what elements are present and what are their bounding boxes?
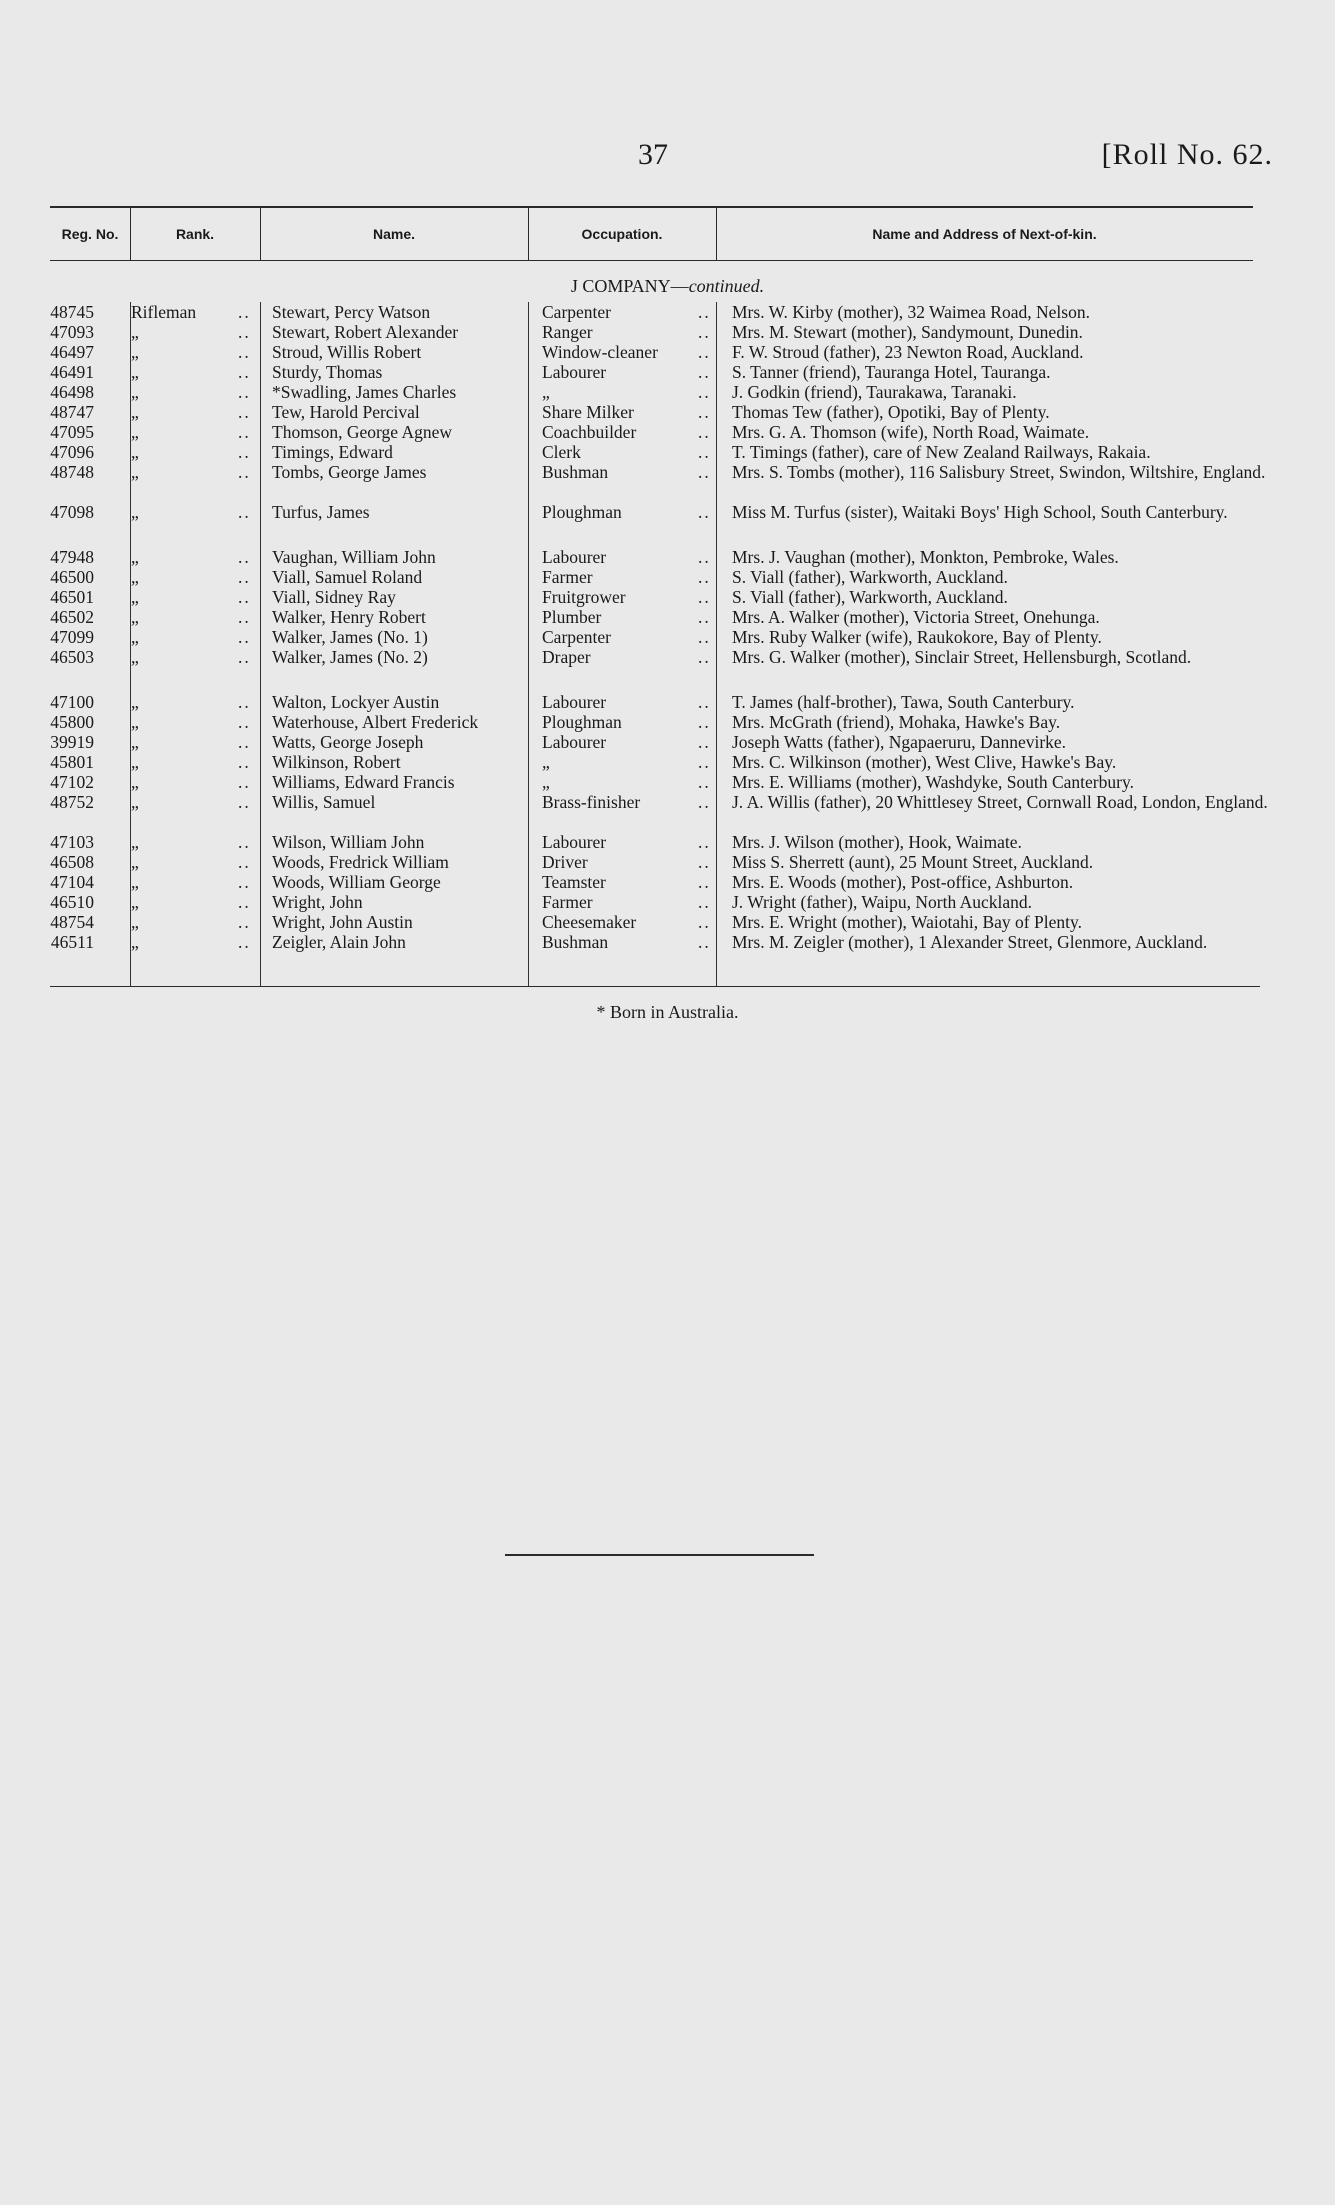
name-cell: Wilkinson, Robert — [272, 752, 401, 772]
name-cell: Viall, Samuel Roland — [272, 567, 423, 587]
table-row — [50, 892, 1260, 913]
name-cell: Watts, George Joseph — [272, 732, 424, 752]
reg-no-cell: 47948 — [50, 547, 94, 567]
table-header — [50, 206, 1253, 261]
rank-leader-dots: .. — [238, 362, 251, 382]
name-cell: Stewart, Robert Alexander — [272, 322, 459, 342]
rank-cell: „ — [131, 792, 139, 812]
rank-cell: „ — [131, 567, 139, 587]
header-occupation: Occupation. — [581, 226, 663, 242]
rank-cell: „ — [131, 752, 139, 772]
occupation-cell: Bushman — [542, 462, 609, 482]
reg-no-cell: 46503 — [50, 647, 94, 667]
occupation-cell: Window-cleaner — [542, 342, 658, 362]
rank-leader-dots: .. — [238, 442, 251, 462]
table-row — [50, 852, 1260, 873]
rank-cell: „ — [131, 607, 139, 627]
reg-no-cell: 47093 — [50, 322, 94, 342]
rank-cell: „ — [131, 732, 139, 752]
rank-cell: „ — [131, 932, 139, 952]
rank-leader-dots: .. — [238, 342, 251, 362]
occupation-leader-dots: .. — [698, 362, 711, 382]
name-cell: Tew, Harold Percival — [272, 402, 420, 422]
rank-leader-dots: .. — [238, 322, 251, 342]
name-cell: Wright, John Austin — [272, 912, 413, 932]
reg-no-cell: 39919 — [50, 732, 94, 752]
rank-cell: „ — [131, 647, 139, 667]
table-row — [50, 587, 1260, 608]
reg-no-cell: 46511 — [50, 932, 94, 952]
name-cell: Zeigler, Alain John — [272, 932, 406, 952]
occupation-cell: Plumber — [542, 607, 602, 627]
next-of-kin-cell: Mrs. G. Walker (mother), Sinclair Street, Hellensburgh, Scotland. — [732, 647, 1192, 667]
rank-cell: „ — [131, 462, 139, 482]
occupation-cell: Labourer — [542, 732, 607, 752]
name-cell: Walker, James (No. 2) — [272, 647, 428, 667]
next-of-kin-cell: Mrs. J. Wilson (mother), Hook, Waimate. — [732, 832, 1022, 852]
reg-no-cell: 47099 — [50, 627, 94, 647]
occupation-leader-dots: .. — [698, 502, 711, 522]
occupation-leader-dots: .. — [698, 732, 711, 752]
occupation-leader-dots: .. — [698, 587, 711, 607]
occupation-leader-dots: .. — [698, 872, 711, 892]
occupation-leader-dots: .. — [698, 302, 711, 322]
occupation-cell: Farmer — [542, 567, 593, 587]
table-row — [50, 502, 1260, 543]
roll-label: [Roll No. 62. — [1101, 138, 1273, 171]
occupation-leader-dots: .. — [698, 692, 711, 712]
next-of-kin-cell: T. James (half-brother), Tawa, South Canterbury. — [732, 692, 1075, 712]
next-of-kin-cell: Mrs. W. Kirby (mother), 32 Waimea Road, Nelson. — [732, 302, 1090, 322]
rank-leader-dots: .. — [238, 792, 251, 812]
rank-leader-dots: .. — [238, 462, 251, 482]
rank-leader-dots: .. — [238, 932, 251, 952]
name-cell: Walton, Lockyer Austin — [272, 692, 440, 712]
rank-leader-dots: .. — [238, 607, 251, 627]
rank-cell: „ — [131, 402, 139, 422]
next-of-kin-cell: Mrs. M. Stewart (mother), Sandymount, Dunedin. — [732, 322, 1083, 342]
occupation-leader-dots: .. — [698, 567, 711, 587]
reg-no-cell: 47103 — [50, 832, 94, 852]
rank-cell: „ — [131, 712, 139, 732]
next-of-kin-cell: Mrs. S. Tombs (mother), 116 Salisbury Street, Swindon, Wiltshire, England. — [732, 462, 1266, 482]
reg-no-cell: 45800 — [50, 712, 94, 732]
name-cell: Viall, Sidney Ray — [272, 587, 396, 607]
occupation-cell: Bushman — [542, 932, 609, 952]
rank-cell: „ — [131, 872, 139, 892]
name-cell: Sturdy, Thomas — [272, 362, 383, 382]
rank-leader-dots: .. — [238, 872, 251, 892]
name-cell: Williams, Edward Francis — [272, 772, 455, 792]
rank-leader-dots: .. — [238, 912, 251, 932]
name-cell: Vaughan, William John — [272, 547, 436, 567]
reg-no-cell: 47095 — [50, 422, 94, 442]
next-of-kin-cell: Miss S. Sherrett (aunt), 25 Mount Street, Auckland. — [732, 852, 1094, 872]
occupation-leader-dots: .. — [698, 462, 711, 482]
rank-leader-dots: .. — [238, 382, 251, 402]
table-row — [50, 712, 1260, 733]
rank-leader-dots: .. — [238, 852, 251, 872]
company-name: J COMPANY— — [570, 276, 689, 296]
occupation-cell: Carpenter — [542, 627, 611, 647]
occupation-cell: „ — [542, 382, 550, 402]
table-row — [50, 567, 1260, 588]
rank-cell: „ — [131, 832, 139, 852]
table-row — [50, 462, 1266, 503]
rank-cell: „ — [131, 547, 139, 567]
rank-cell: „ — [131, 627, 139, 647]
table-row — [50, 772, 1260, 793]
occupation-leader-dots: .. — [698, 422, 711, 442]
name-cell: Stroud, Willis Robert — [272, 342, 422, 362]
occupation-leader-dots: .. — [698, 772, 711, 792]
occupation-cell: Fruitgrower — [542, 587, 626, 607]
rank-leader-dots: .. — [238, 892, 251, 912]
next-of-kin-cell: Mrs. McGrath (friend), Mohaka, Hawke's Bay. — [732, 712, 1061, 732]
occupation-cell: Carpenter — [542, 302, 611, 322]
name-cell: Turfus, James — [272, 502, 370, 522]
rank-leader-dots: .. — [238, 772, 251, 792]
table-row — [50, 402, 1260, 423]
name-cell: Walker, Henry Robert — [272, 607, 426, 627]
next-of-kin-cell: Mrs. G. A. Thomson (wife), North Road, Waimate. — [732, 422, 1090, 442]
rank-cell: Rifleman — [131, 302, 197, 322]
name-cell: Waterhouse, Albert Frederick — [272, 712, 479, 732]
occupation-leader-dots: .. — [698, 752, 711, 772]
rank-leader-dots: .. — [238, 692, 251, 712]
occupation-leader-dots: .. — [698, 402, 711, 422]
rank-cell: „ — [131, 382, 139, 402]
table-bottom-rule — [50, 986, 1260, 987]
reg-no-cell: 48752 — [50, 792, 94, 812]
rank-leader-dots: .. — [238, 567, 251, 587]
roll-table — [50, 302, 1268, 986]
occupation-leader-dots: .. — [698, 382, 711, 402]
name-cell: Woods, William George — [272, 872, 441, 892]
occupation-cell: Labourer — [542, 832, 607, 852]
rank-leader-dots: .. — [238, 732, 251, 752]
table-row — [50, 382, 1260, 403]
company-continued: continued. — [688, 276, 765, 296]
next-of-kin-cell: S. Viall (father), Warkworth, Auckland. — [732, 567, 1008, 587]
rank-cell: „ — [131, 852, 139, 872]
name-cell: Woods, Fredrick William — [272, 852, 449, 872]
header-rank: Rank. — [175, 226, 215, 242]
occupation-cell: „ — [542, 772, 550, 792]
table-row — [50, 692, 1260, 713]
table-row — [50, 322, 1260, 343]
occupation-cell: Labourer — [542, 547, 607, 567]
next-of-kin-cell: Mrs. Ruby Walker (wife), Raukokore, Bay of Plenty. — [732, 627, 1102, 647]
next-of-kin-cell: J. A. Willis (father), 20 Whittlesey Street, Cornwall Road, London, England. — [732, 792, 1268, 812]
table-row — [50, 342, 1260, 363]
occupation-leader-dots: .. — [698, 932, 711, 952]
occupation-leader-dots: .. — [698, 912, 711, 932]
occupation-cell: Coachbuilder — [542, 422, 637, 442]
name-cell: Wright, John — [272, 892, 363, 912]
reg-no-cell: 48747 — [50, 402, 94, 422]
table-row — [50, 302, 1260, 323]
occupation-cell: Ranger — [542, 322, 593, 342]
table-row — [50, 547, 1260, 568]
occupation-leader-dots: .. — [698, 892, 711, 912]
reg-no-cell: 47096 — [50, 442, 94, 462]
next-of-kin-cell: Mrs. J. Vaughan (mother), Monkton, Pembroke, Wales. — [732, 547, 1119, 567]
next-of-kin-cell: Mrs. E. Woods (mother), Post-office, Ashburton. — [732, 872, 1074, 892]
next-of-kin-cell: T. Timings (father), care of New Zealand Railways, Rakaia. — [732, 442, 1151, 462]
occupation-cell: Ploughman — [542, 712, 622, 732]
occupation-cell: Draper — [542, 647, 591, 667]
table-row — [50, 732, 1260, 753]
table-row — [50, 362, 1260, 383]
end-rule — [505, 1554, 814, 1556]
next-of-kin-cell: Mrs. A. Walker (mother), Victoria Street, Onehunga. — [732, 607, 1100, 627]
rank-cell: „ — [131, 912, 139, 932]
next-of-kin-cell: Mrs. M. Zeigler (mother), 1 Alexander Street, Glenmore, Auckland. — [732, 932, 1208, 952]
reg-no-cell: 45801 — [50, 752, 94, 772]
occupation-leader-dots: .. — [698, 607, 711, 627]
reg-no-cell: 47100 — [50, 692, 94, 712]
name-cell: Thomson, George Agnew — [272, 422, 452, 442]
table-row — [50, 627, 1260, 648]
rank-leader-dots: .. — [238, 587, 251, 607]
occupation-leader-dots: .. — [698, 322, 711, 342]
rank-cell: „ — [131, 772, 139, 792]
next-of-kin-cell: J. Wright (father), Waipu, North Auckland. — [732, 892, 1033, 912]
occupation-leader-dots: .. — [698, 832, 711, 852]
next-of-kin-cell: F. W. Stroud (father), 23 Newton Road, Auckland. — [732, 342, 1084, 362]
rank-cell: „ — [131, 892, 139, 912]
next-of-kin-cell: Miss M. Turfus (sister), Waitaki Boys' High School, South Canterbury. — [732, 502, 1228, 522]
occupation-leader-dots: .. — [698, 792, 711, 812]
reg-no-cell: 47104 — [50, 872, 94, 892]
next-of-kin-cell: Mrs. E. Williams (mother), Washdyke, South Canterbury. — [732, 772, 1134, 792]
occupation-leader-dots: .. — [698, 712, 711, 732]
next-of-kin-cell: Mrs. C. Wilkinson (mother), West Clive, Hawke's Bay. — [732, 752, 1117, 772]
table-row — [50, 607, 1260, 628]
footnote: * Born in Australia. — [596, 1002, 739, 1022]
reg-no-cell: 46500 — [50, 567, 94, 587]
occupation-cell: Cheesemaker — [542, 912, 637, 932]
name-cell: Tombs, George James — [272, 462, 427, 482]
reg-no-cell: 46502 — [50, 607, 94, 627]
rank-cell: „ — [131, 692, 139, 712]
occupation-cell: Farmer — [542, 892, 593, 912]
occupation-cell: Share Milker — [542, 402, 634, 422]
reg-no-cell: 46498 — [50, 382, 94, 402]
rank-leader-dots: .. — [238, 712, 251, 732]
next-of-kin-cell: Joseph Watts (father), Ngapaeruru, Dannevirke. — [732, 732, 1067, 752]
next-of-kin-cell: Thomas Tew (father), Opotiki, Bay of Plenty. — [732, 402, 1050, 422]
rank-leader-dots: .. — [238, 422, 251, 442]
occupation-leader-dots: .. — [698, 627, 711, 647]
reg-no-cell: 46501 — [50, 587, 94, 607]
reg-no-cell: 46508 — [50, 852, 94, 872]
occupation-leader-dots: .. — [698, 852, 711, 872]
rank-cell: „ — [131, 362, 139, 382]
rank-cell: „ — [131, 342, 139, 362]
occupation-leader-dots: .. — [698, 442, 711, 462]
next-of-kin-cell: J. Godkin (friend), Taurakawa, Taranaki. — [732, 382, 1017, 402]
next-of-kin-cell: S. Tanner (friend), Tauranga Hotel, Tauranga. — [732, 362, 1051, 382]
rank-leader-dots: .. — [238, 647, 251, 667]
name-cell: Willis, Samuel — [272, 792, 376, 812]
rank-cell: „ — [131, 442, 139, 462]
next-of-kin-cell: Mrs. E. Wright (mother), Waiotahi, Bay of Plenty. — [732, 912, 1082, 932]
name-cell: Walker, James (No. 1) — [272, 627, 428, 647]
occupation-leader-dots: .. — [698, 647, 711, 667]
page-number: 37 — [638, 138, 668, 171]
rank-cell: „ — [131, 322, 139, 342]
occupation-cell: Teamster — [542, 872, 606, 892]
reg-no-cell: 48754 — [50, 912, 94, 932]
occupation-cell: Ploughman — [542, 502, 622, 522]
name-cell: *Swadling, James Charles — [272, 382, 457, 402]
rank-leader-dots: .. — [238, 302, 251, 322]
table-row — [50, 442, 1260, 463]
occupation-leader-dots: .. — [698, 547, 711, 567]
name-cell: Wilson, William John — [272, 832, 425, 852]
reg-no-cell: 46491 — [50, 362, 94, 382]
company-heading — [0, 276, 1335, 297]
occupation-cell: Clerk — [542, 442, 581, 462]
reg-no-cell: 47098 — [50, 502, 94, 522]
occupation-cell: Labourer — [542, 692, 607, 712]
name-cell: Stewart, Percy Watson — [272, 302, 431, 322]
table-row — [50, 647, 1260, 688]
rank-leader-dots: .. — [238, 627, 251, 647]
occupation-leader-dots: .. — [698, 342, 711, 362]
name-cell: Timings, Edward — [272, 442, 393, 462]
table-row — [50, 912, 1260, 933]
reg-no-cell: 48745 — [50, 302, 94, 322]
table-row — [50, 832, 1260, 853]
rank-cell: „ — [131, 502, 139, 522]
occupation-cell: Brass-finisher — [542, 792, 641, 812]
rank-leader-dots: .. — [238, 402, 251, 422]
rank-leader-dots: .. — [238, 752, 251, 772]
rank-leader-dots: .. — [238, 832, 251, 852]
header-next-of-kin: Name and Address of Next-of-kin. — [872, 226, 1097, 242]
rank-cell: „ — [131, 422, 139, 442]
table-row — [50, 792, 1268, 833]
reg-no-cell: 48748 — [50, 462, 94, 482]
reg-no-cell: 47102 — [50, 772, 94, 792]
occupation-cell: Driver — [542, 852, 588, 872]
rank-leader-dots: .. — [238, 547, 251, 567]
table-row — [50, 752, 1260, 773]
rank-leader-dots: .. — [238, 502, 251, 522]
table-row — [50, 932, 1260, 973]
reg-no-cell: 46497 — [50, 342, 94, 362]
header-name: Name. — [372, 226, 416, 242]
reg-no-cell: 46510 — [50, 892, 94, 912]
occupation-cell: Labourer — [542, 362, 607, 382]
table-row — [50, 872, 1260, 893]
next-of-kin-cell: S. Viall (father), Warkworth, Auckland. — [732, 587, 1008, 607]
rank-cell: „ — [131, 587, 139, 607]
table-row — [50, 422, 1260, 443]
occupation-cell: „ — [542, 752, 550, 772]
header-reg-no: Reg. No. — [61, 226, 119, 242]
